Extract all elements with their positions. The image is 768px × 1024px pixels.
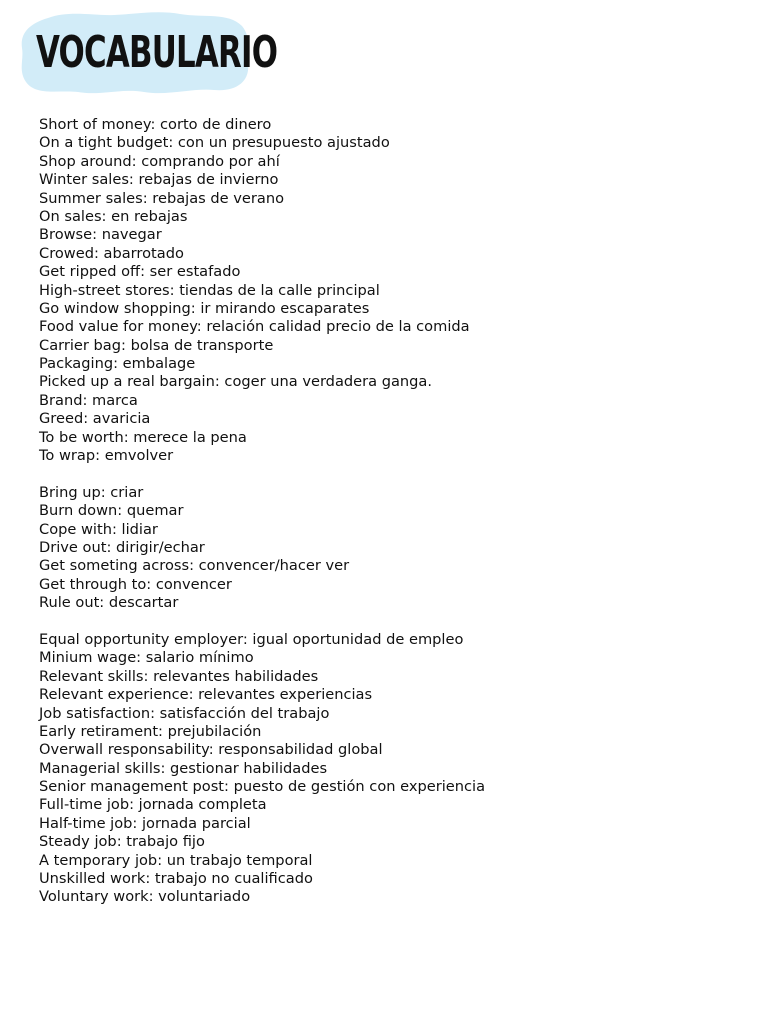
vocab-entry: Relevant experience: relevantes experiencias [39, 686, 373, 704]
vocab-entry: To be worth: merece la pena [39, 428, 247, 446]
vocab-entry: Steady job: trabajo fijo [39, 833, 205, 851]
vocab-entry: To wrap: emvolver [39, 447, 174, 465]
vocab-entry: Browse: navegar [39, 226, 162, 244]
vocab-entry: Crowed: abarrotado [39, 244, 184, 262]
vocab-entry: Overwall responsability: responsabilidad global [39, 741, 383, 759]
vocab-entry: Full-time job: jornada completa [39, 796, 267, 814]
vocab-entry: Picked up a real bargain: coger una verdadera ganga. [39, 373, 433, 391]
vocab-entry: Get ripped off: ser estafado [39, 263, 241, 281]
vocab-entry: Carrier bag: bolsa de transporte [39, 336, 274, 354]
vocab-entry: Half-time job: jornada parcial [39, 814, 251, 832]
page-title-banner [18, 8, 278, 98]
vocab-entry: Winter sales: rebajas de invierno [39, 171, 279, 189]
vocab-entry: Equal opportunity employer: igual oportunidad de empleo [39, 630, 464, 648]
vocab-entry: Rule out: descartar [39, 594, 179, 612]
vocab-section-shopping [39, 116, 749, 465]
vocab-entry: Burn down: quemar [39, 502, 184, 520]
vocab-entry: Managerial skills: gestionar habilidades [39, 759, 328, 777]
vocab-entry: A temporary job: un trabajo temporal [39, 851, 313, 869]
vocab-entry: Short of money: corto de dinero [39, 116, 272, 133]
vocab-entry: Relevant skills: relevantes habilidades [39, 667, 319, 685]
vocab-entry: On sales: en rebajas [39, 207, 188, 225]
vocab-entry: Senior management post: puesto de gestión con experiencia [39, 778, 486, 796]
vocabulary-list [39, 116, 749, 925]
vocab-entry: Early retirament: prejubilación [39, 722, 262, 740]
vocab-entry: Bring up: criar [39, 483, 144, 501]
vocab-entry: High-street stores: tiendas de la calle principal [39, 281, 380, 299]
vocab-entry: Shop around: comprando por ahí [39, 152, 280, 170]
vocab-entry: Minium wage: salario mínimo [39, 649, 254, 667]
vocab-entry: Greed: avaricia [39, 410, 151, 428]
vocab-section-phrasal-verbs [39, 484, 749, 613]
vocab-entry: Brand: marca [39, 391, 138, 409]
vocab-entry: Drive out: dirigir/echar [39, 538, 205, 556]
vocab-entry: On a tight budget: con un presupuesto ajustado [39, 134, 390, 152]
vocab-entry: Go window shopping: ir mirando escaparates [39, 299, 370, 317]
vocab-entry: Job satisfaction: satisfacción del trabajo [39, 704, 330, 722]
vocab-entry: Food value for money: relación calidad precio de la comida [39, 318, 470, 336]
vocab-section-work [39, 631, 749, 907]
vocab-entry: Unskilled work: trabajo no cualificado [39, 870, 313, 888]
vocab-entry: Get through to: convencer [39, 575, 232, 593]
vocab-entry: Get someting across: convencer/hacer ver [39, 557, 350, 575]
vocab-entry: Voluntary work: voluntariado [39, 888, 251, 906]
page-title: VOCABULARIO [36, 27, 278, 78]
vocab-entry: Summer sales: rebajas de verano [39, 189, 285, 207]
vocab-entry: Packaging: embalage [39, 355, 196, 373]
vocab-entry: Cope with: lidiar [39, 520, 158, 538]
